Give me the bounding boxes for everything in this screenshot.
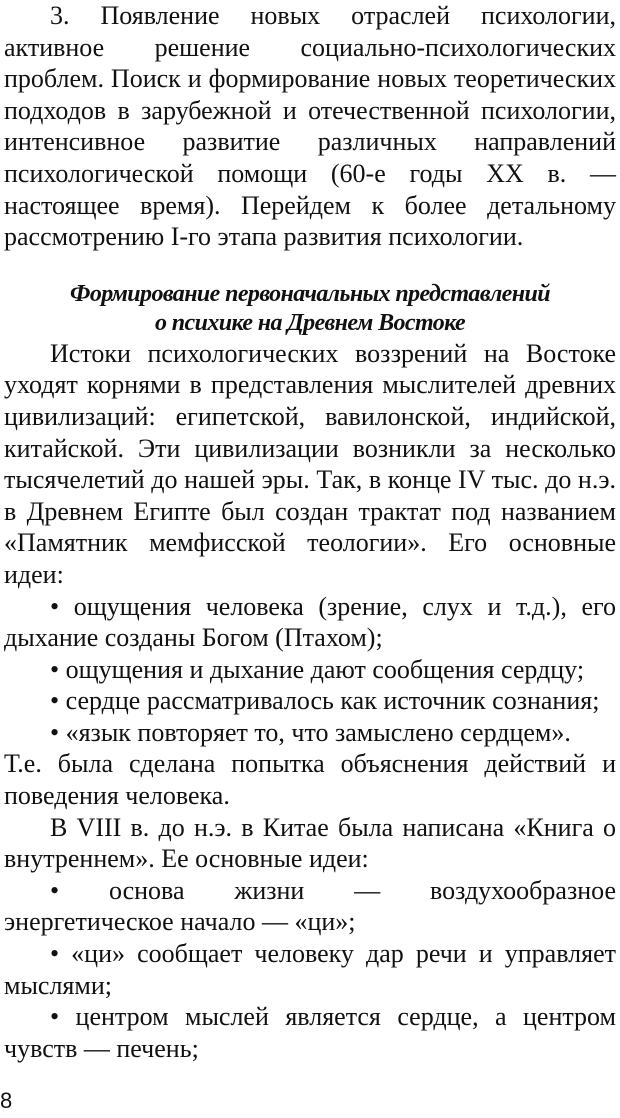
section-heading-line-1: Формирование первоначальных представлений xyxy=(70,280,550,307)
section-gap xyxy=(4,253,616,280)
egypt-ideas-list xyxy=(4,591,616,749)
section-heading-line-2: о психике на Древнем Востоке xyxy=(154,309,466,336)
section-heading xyxy=(4,280,616,338)
book-page xyxy=(4,0,616,1064)
china-idea-item: • центром мыслей является сердце, а центром чувств — печень; xyxy=(4,1002,616,1063)
egypt-idea-item: • ощущения и дыхание дают сообщения сердцу; xyxy=(50,654,585,684)
egypt-intro-paragraph: Истоки психологических воззрений на Востоке уходят корнями в представления мыслителей древних цивилизаций: египетской, вавилонской, индийской, китайской. Эти цивилизации возникли за несколько тысячелетий до нашей эры. Так, в конце IV тыс. до н.э. в Древнем Египте был создан трактат под названием «Памятник мемфисской теологии». Его основные идеи: xyxy=(4,338,616,589)
egypt-idea-item: • «язык повторяет то, что замыслено сердцем». xyxy=(50,717,571,747)
china-idea-item: • «ци» сообщает человеку дар речи и управляет мыслями; xyxy=(4,939,616,1000)
china-idea-item: • основа жизни — воздухообразное энергетическое начало — «ци»; xyxy=(4,875,616,937)
egypt-idea-item: • сердце рассматривалось как источник сознания; xyxy=(50,686,600,716)
intro-paragraph: 3. Появление новых отраслей психологии, активное решение социально-психологических проблем. Поиск и формирование новых теоретических подходов в зарубежной и отечественной психологии, интенсивное развитие различных направлений психологической помощи (60-е годы XX в. — настоящее время). Перейдем к более детальному рассмотрению I-го этапа развития психологии. xyxy=(4,1,616,252)
egypt-conclusion-paragraph: Т.е. была сделана попытка объяснения действий и поведения человека. xyxy=(4,749,616,811)
china-intro-paragraph: В VIII в. до н.э. в Китае была написана «Книга о внутреннем». Ее основные идеи: xyxy=(4,812,616,874)
page-number: 8 xyxy=(0,1088,13,1113)
egypt-idea-item: • ощущения человека (зрение, слух и т.д.), его дыхание созданы Богом (Птахом); xyxy=(4,591,616,653)
china-ideas-list xyxy=(4,875,616,1065)
